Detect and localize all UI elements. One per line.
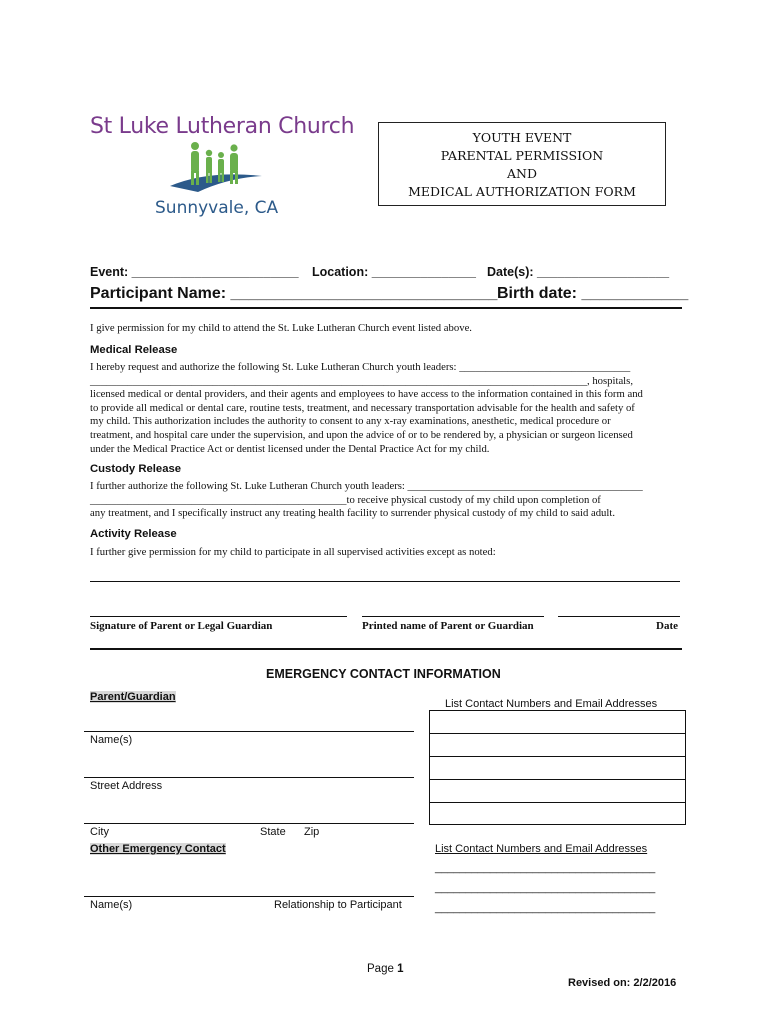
page-number: 1 bbox=[397, 963, 404, 975]
other-emergency-heading: Other Emergency Contact bbox=[90, 843, 226, 855]
custody-line: I further authorize the following St. Luke Lutheran Church youth leaders: ____________________________________________ bbox=[90, 480, 643, 492]
custody-line: ________________________________________________to receive physical custody of my child upon completion of bbox=[90, 493, 601, 506]
activity-notes-line[interactable] bbox=[90, 581, 680, 582]
page-indicator bbox=[367, 963, 403, 975]
form-title-line: MEDICAL AUTHORIZATION FORM bbox=[408, 184, 636, 199]
city-label: City bbox=[90, 826, 109, 838]
contact-row[interactable] bbox=[430, 780, 685, 803]
page-label: Page bbox=[367, 963, 398, 975]
other-contact-numbers-label: List Contact Numbers and Email Addresses bbox=[435, 843, 648, 855]
medical-line: I hereby request and authorize the following St. Luke Lutheran Church youth leaders: ________________________________ bbox=[90, 361, 631, 373]
parent-signature-line[interactable] bbox=[90, 616, 347, 617]
revised-date: Revised on: 2/2/2016 bbox=[568, 977, 677, 989]
parent-names-label: Name(s) bbox=[90, 734, 133, 746]
parent-guardian-heading: Parent/Guardian bbox=[90, 691, 176, 703]
parent-signature-label: Signature of Parent or Legal Guardian bbox=[90, 620, 273, 632]
activity-release-text: I further give permission for my child to participate in all supervised activities except as noted: bbox=[90, 546, 496, 558]
city-state-zip-line[interactable] bbox=[84, 823, 414, 824]
contact-row[interactable] bbox=[430, 803, 685, 826]
medical-line: treatment, and hospital care under the supervision, and upon the advice of or to be rendered by, a physician or surgeon licensed bbox=[90, 428, 633, 441]
divider bbox=[90, 307, 682, 309]
contact-row[interactable] bbox=[430, 757, 685, 780]
medical-line: my child. This authorization includes the authority to consent to any x-ray examinations, anesthetic, medical procedure or bbox=[90, 415, 611, 428]
emergency-title: EMERGENCY CONTACT INFORMATION bbox=[266, 667, 501, 681]
printed-name-label: Printed name of Parent or Guardian bbox=[362, 620, 534, 632]
family-logo-icon bbox=[168, 140, 264, 198]
church-logo-title: St Luke Lutheran Church bbox=[90, 114, 355, 139]
contact-numbers-grid[interactable] bbox=[429, 710, 686, 825]
medical-line: licensed medical or dental providers, and their agents and employees to have access to the information contained in this form and bbox=[90, 388, 643, 401]
medical-release-text bbox=[90, 361, 690, 456]
medical-line: _____________________________________________________________________________________________, hospitals, bbox=[90, 374, 633, 387]
contact-row[interactable] bbox=[430, 734, 685, 757]
participant-name-field[interactable]: Participant Name: ______________________________ bbox=[90, 285, 498, 302]
relationship-label: Relationship to Participant bbox=[274, 899, 402, 911]
birth-date-field[interactable]: Birth date: ____________ bbox=[497, 285, 689, 302]
medical-release-heading: Medical Release bbox=[90, 344, 178, 356]
location-field[interactable]: Location: _______________ bbox=[312, 265, 476, 279]
street-address-label: Street Address bbox=[90, 780, 163, 792]
activity-release-heading: Activity Release bbox=[90, 528, 177, 540]
date-line[interactable] bbox=[558, 616, 680, 617]
intro-text: I give permission for my child to attend the St. Luke Lutheran Church event listed above. bbox=[90, 322, 472, 334]
other-contact-line[interactable]: ____________________________________ bbox=[435, 862, 656, 874]
state-label: State bbox=[260, 826, 286, 838]
parent-names-line[interactable] bbox=[84, 731, 414, 732]
zip-label: Zip bbox=[304, 826, 320, 838]
form-title-line: PARENTAL PERMISSION bbox=[440, 148, 604, 163]
contact-row[interactable] bbox=[430, 711, 685, 734]
custody-release-text bbox=[90, 480, 690, 521]
medical-line: to provide all medical or dental care, routine tests, treatment, and necessary transportation advisable for the health and safety of bbox=[90, 401, 635, 414]
other-contact-line[interactable]: ____________________________________ bbox=[435, 902, 656, 914]
printed-name-line[interactable] bbox=[362, 616, 544, 617]
form-title-line: AND bbox=[507, 166, 537, 181]
other-names-label: Name(s) bbox=[90, 899, 133, 911]
other-names-line[interactable] bbox=[84, 896, 414, 897]
dates-field[interactable]: Date(s): ___________________ bbox=[487, 265, 670, 279]
form-title-line: YOUTH EVENT bbox=[472, 130, 572, 145]
street-address-line[interactable] bbox=[84, 777, 414, 778]
contact-numbers-label: List Contact Numbers and Email Addresses bbox=[445, 698, 658, 710]
custody-release-heading: Custody Release bbox=[90, 463, 182, 475]
divider bbox=[90, 648, 682, 650]
event-field[interactable]: Event: ________________________ bbox=[90, 265, 299, 279]
medical-line: under the Medical Practice Act or dentist licensed under the Dental Practice Act for my child. bbox=[90, 442, 490, 455]
date-label: Date bbox=[656, 620, 678, 632]
form-title-box bbox=[378, 122, 666, 206]
custody-line: any treatment, and I specifically instruct any treating health facility to surrender physical custody of my child to said adult. bbox=[90, 507, 616, 520]
other-contact-line[interactable]: ____________________________________ bbox=[435, 882, 656, 894]
church-logo-city: Sunnyvale, CA bbox=[155, 198, 279, 218]
